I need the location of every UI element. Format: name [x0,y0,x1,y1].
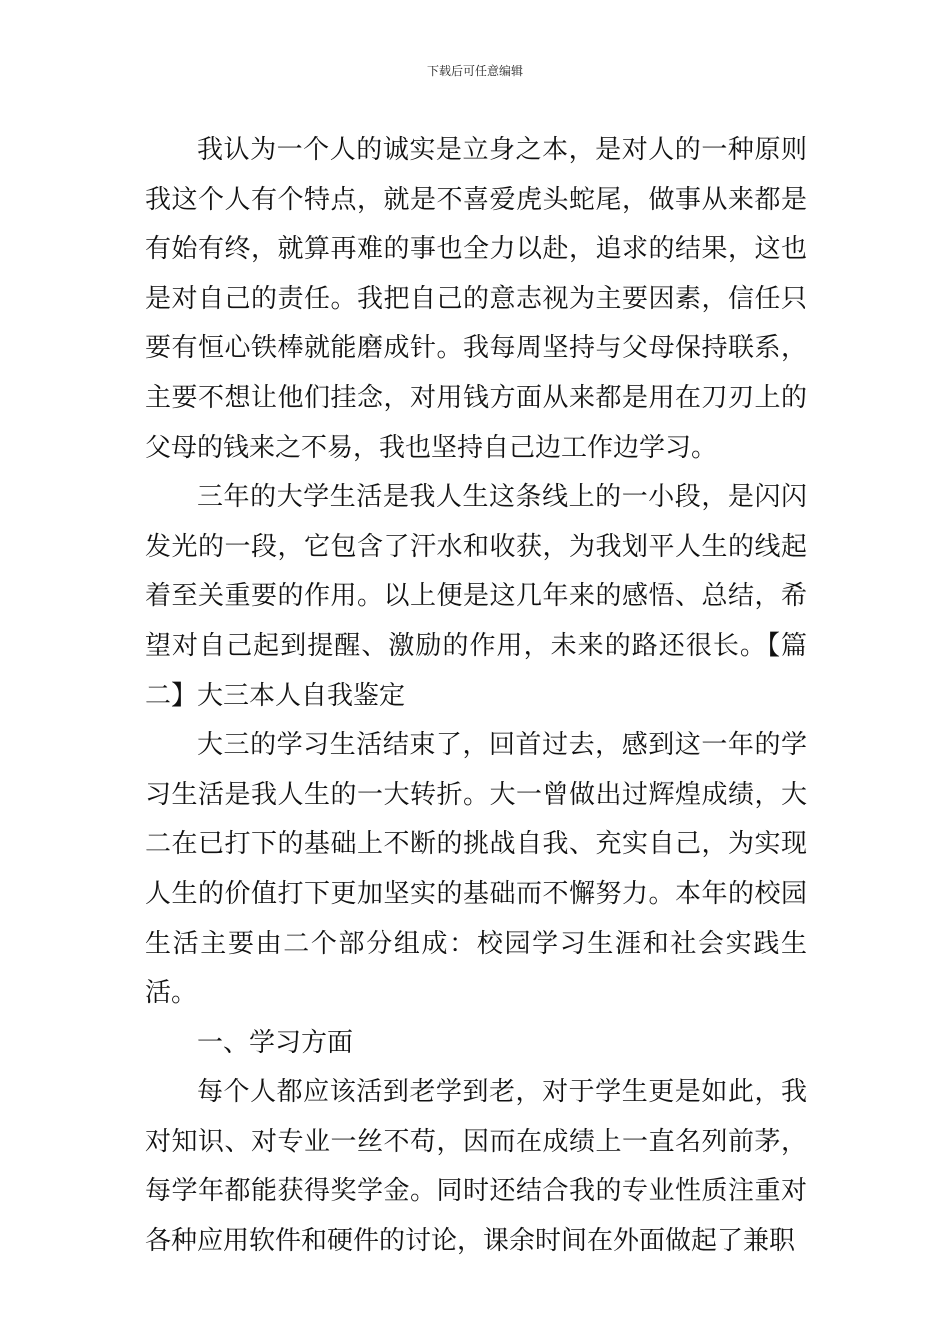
paragraph-junior-year: 大三的学习生活结束了，回首过去，感到这一年的学习生活是我人生的一大转折。大一曾做出过辉煌成绩，大二在已打下的基础上不断的挑战自我、充实自己，为实现人生的价值打下更加坚实的基础而不懈努力。本年的校园生活主要由二个部分组成：校园学习生涯和社会实践生活。 [145,730,807,1009]
paragraph-lifelong-learning: 每个人都应该活到老学到老，对于学生更是如此，我对知识、对专业一丝不苟，因而在成绩上一直名列前茅，每学年都能获得奖学金。同时还结合我的专业性质注重对各种应用软件和硬件的讨论，课余时间在外面做起了兼职 [145,1077,807,1257]
paragraph-three-years: 三年的大学生活是我人生这条线上的一小段，是闪闪发光的一段，它包含了汗水和收获，为我划平人生的线起着至关重要的作用。以上便是这几年来的感悟、总结，希望对自己起到提醒、激励的作用，未来的路还很长。【篇二】大三本人自我鉴定 [145,482,807,711]
paragraph-integrity: 我认为一个人的诚实是立身之本，是对人的一种原则我这个人有个特点，就是不喜爱虎头蛇尾，做事从来都是有始有终，就算再难的事也全力以赴，追求的结果，这也是对自己的责任。我把自己的意志视为主要因素，信任只要有恒心铁棒就能磨成针。我每周坚持与父母保持联系，主要不想让他们挂念，对用钱方面从来都是用在刀刃上的父母的钱来之不易，我也坚持自己边工作边学习。 [145,135,807,463]
document-body [145,126,807,1267]
section-heading-study: 一、学习方面 [197,1027,354,1058]
header-note: 下载后可任意编辑 [426,64,523,78]
